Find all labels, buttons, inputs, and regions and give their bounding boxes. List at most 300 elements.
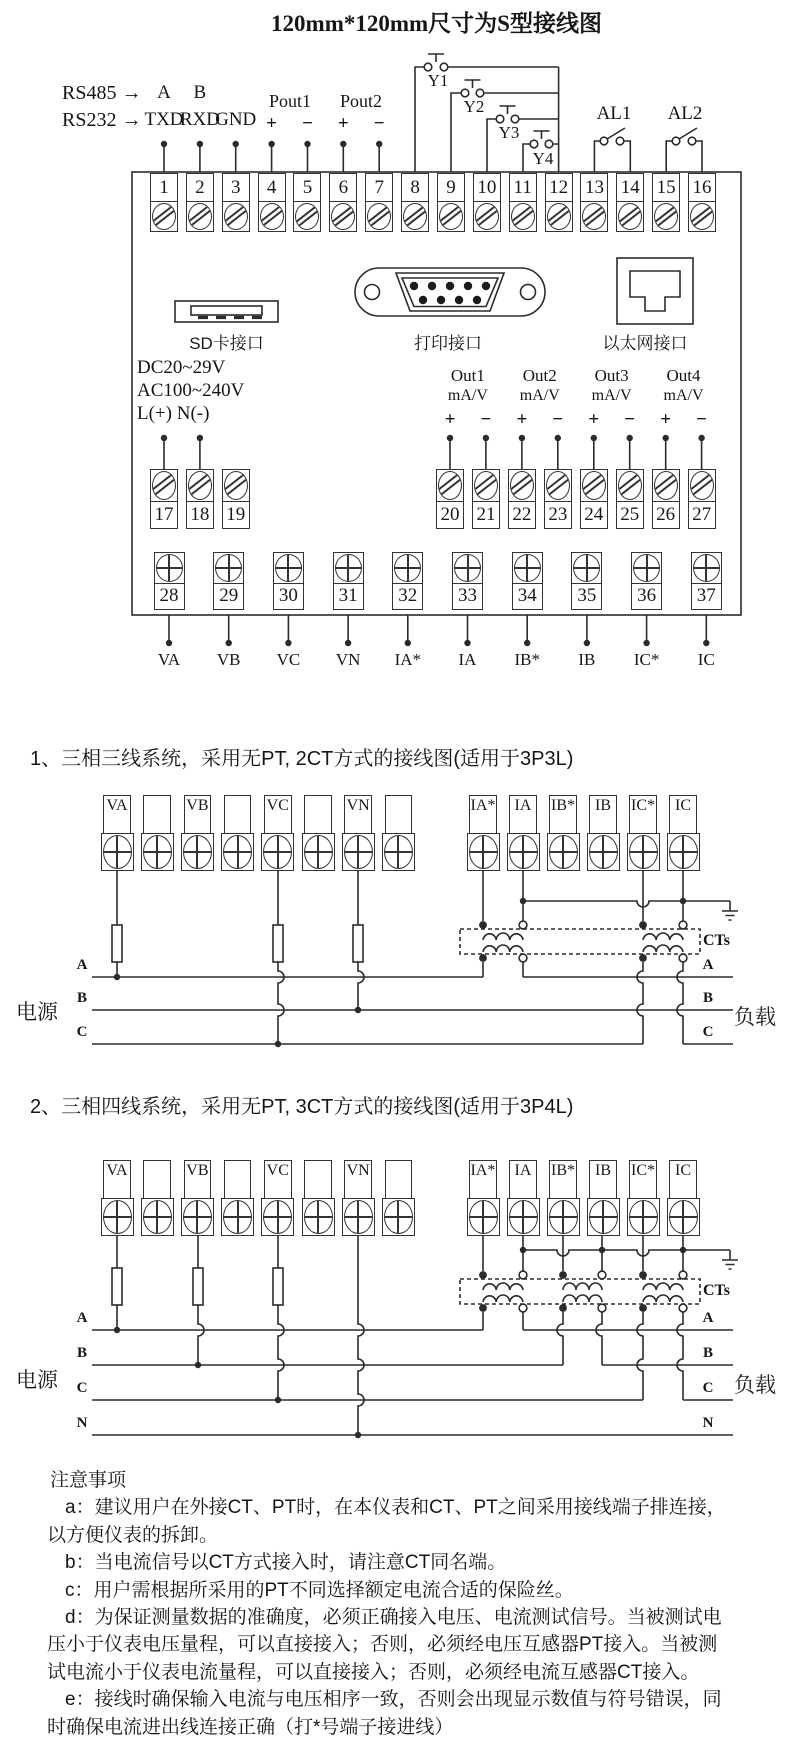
fuse-icon [273,1268,283,1305]
terminal-number: 10 [473,173,501,202]
terminal-number: 3 [222,173,250,202]
terminal-number: IB [589,1160,617,1199]
screw-cross [116,1201,118,1233]
screw-circle [344,835,373,869]
measure-terminal-label: IC [697,650,715,669]
measure-terminal-label: VA [157,650,181,669]
screw-cross [482,1201,484,1233]
terminal-number: VB [184,795,212,834]
terminal-25 [616,470,644,529]
terminal-number [143,1160,171,1199]
terminal-screw [580,469,608,502]
out-unit-label: mA/V [519,387,560,404]
notes-block [40,1467,772,1741]
terminal-blank5 [302,795,335,871]
screw-circle [152,203,176,230]
screw-circle [263,1200,292,1234]
pulse-polarity-label: − [373,113,385,134]
section2-phase-right: A [702,1310,714,1326]
terminal-16 [688,173,716,232]
analog-polarity-label: − [552,409,564,430]
analog-polarity-label: − [696,409,707,430]
section2-phase-right: B [702,1345,713,1361]
terminal-screw [302,833,335,871]
terminal-screw [652,201,680,232]
section1-phase-left: B [76,990,87,1006]
terminal-IB [587,795,620,871]
ct-coils [483,1283,683,1302]
terminal-screw [261,833,294,871]
terminal-5 [293,173,321,232]
screw-circle [152,471,176,500]
terminal-9 [437,173,465,232]
screw-circle [188,471,212,500]
ground-icon [523,901,738,920]
terminal-number: 2 [186,173,214,202]
section2-phase-right: C [702,1380,714,1396]
note-line: b：当电流信号以CT方式接入时，请注意CT同名端。 [65,1552,507,1574]
terminal-screw [507,833,540,871]
screw-circle [669,1200,698,1234]
screw-circle [367,203,391,230]
measure-label-dots [166,640,710,646]
measure-terminal-label: VC [276,650,301,669]
sd-card-icon [175,301,278,322]
screw-cross [586,555,588,581]
analog-polarity-label: + [588,409,600,430]
terminal-IA [507,1160,540,1236]
terminal-28 [154,553,185,610]
terminal-number: 26 [652,500,680,529]
rs232-pin-label: GND [215,109,257,130]
pout1-label: Pout1 [268,91,311,111]
screw-cross [156,1201,158,1233]
screw-circle [344,1200,373,1234]
terminal-number: 29 [213,582,244,610]
terminal-number: 24 [580,500,608,529]
pulse-polarity-label: + [337,113,349,134]
fuse-icon [353,925,363,962]
terminal-IA* [467,1160,500,1236]
screw-circle [690,471,714,500]
y4-button-label: Y4 [532,149,554,168]
screw-circle [633,554,660,582]
screw-cross [277,1201,279,1233]
fuse-icon [112,925,122,962]
terminal-number: 33 [452,582,483,610]
terminal-number: 34 [512,582,543,610]
terminal-screw [547,1198,580,1236]
screw-circle [514,554,541,582]
out-name-label: Out2 [522,366,557,385]
section1-cts-label: CTs [703,932,730,949]
terminal-number: 35 [571,582,602,610]
screw-circle [546,471,570,500]
out-unit-label: mA/V [663,387,704,404]
screw-cross [646,555,648,581]
pulse-polarity-label: − [302,113,313,134]
notes-heading: 注意事项 [50,1470,127,1491]
terminal-screw [472,469,500,502]
terminal-13 [580,173,608,232]
terminal-IC [667,795,700,871]
terminal-number: VA [103,795,131,834]
terminal-number [304,1160,332,1199]
terminal-26 [652,470,680,529]
section2-cts-label: CTs [703,1282,730,1299]
terminal-12 [545,173,573,232]
terminal-blank3 [221,1160,254,1236]
screw-circle [618,203,642,230]
section2-source-label: 电源 [16,1369,58,1392]
measure-terminal-label: VN [335,650,361,669]
terminal-screw [293,201,321,232]
terminal-IA* [467,795,500,871]
terminal-screw [302,1198,335,1236]
screw-cross [482,836,484,868]
screw-cross [522,836,524,868]
power-out-dots [161,435,705,441]
terminal-number: 16 [688,173,716,202]
terminal-7 [365,173,393,232]
fuse-icon [273,925,283,962]
screw-cross [642,836,644,868]
terminal-number: 1 [150,173,178,202]
terminal-screw [101,1198,134,1236]
screw-cross [237,836,239,868]
screw-circle [103,1200,132,1234]
terminal-number: 7 [365,173,393,202]
terminal-VC [261,1160,294,1236]
screw-cross [317,836,319,868]
power-out-wires [164,441,702,470]
screw-circle [547,203,571,230]
out-name-label: Out3 [594,366,629,385]
screw-cross [682,1201,684,1233]
terminal-screw [571,552,602,584]
screw-circle [188,203,212,230]
terminal-number: 13 [580,173,608,202]
terminal-number: VC [264,1160,292,1199]
psu-line: DC20~29V [137,357,226,378]
terminal-IB [587,1160,620,1236]
screw-circle [103,835,132,869]
page-title: 120mm*120mm尺寸为S型接线图 [271,11,602,36]
arrow-icon: → [121,82,142,104]
screw-cross [526,555,528,581]
terminal-screw [141,833,174,871]
al2-switch-label: AL2 [667,103,703,124]
terminal-number: 6 [329,173,357,202]
terminal-number [304,795,332,834]
ground-icon [523,1250,738,1269]
analog-polarity-label: + [660,409,672,430]
screw-cross [407,555,409,581]
note-line: 压小于仪表电压量程，可以直接接入；否则，必须经电压互感器PT接入。当被测 [47,1634,718,1656]
terminal-number: IA* [469,1160,497,1199]
screw-cross [237,1201,239,1233]
terminal-number: IB* [549,1160,577,1199]
screw-circle [669,835,698,869]
screw-circle [654,203,678,230]
terminal-screw [186,469,214,502]
terminal-number [224,795,252,834]
terminal-screw [512,552,543,584]
terminal-number: IA [509,795,537,834]
terminal-17 [150,470,178,529]
rs232-label: RS232 → [62,109,142,131]
terminal-screw [437,201,465,232]
section1-phase-left: C [76,1024,88,1040]
section2-phase-left: C [76,1380,88,1396]
screw-cross [602,1201,604,1233]
terminal-screw [616,201,644,232]
terminal-blank1 [141,795,174,871]
terminal-VC [261,795,294,871]
screw-circle [335,554,362,582]
screw-circle [384,1200,413,1234]
terminal-number: 5 [293,173,321,202]
alarm-switch-wires [594,128,702,172]
screw-circle [690,203,714,230]
phase-lines [92,1330,733,1435]
terminal-number: VN [344,795,372,834]
terminal-screw [141,1198,174,1236]
junction-dots [114,898,686,1047]
screw-circle [223,1200,252,1234]
terminal-22 [508,470,536,529]
screw-cross [116,836,118,868]
terminal-blank7 [382,1160,415,1236]
terminal-number: 12 [545,173,573,202]
screw-circle [224,471,248,500]
terminal-15 [652,173,680,232]
terminal-IA [507,795,540,871]
terminal-20 [436,470,464,529]
terminal-VN [342,795,375,871]
terminal-screw [258,201,286,232]
ct-open-terminals [519,921,687,962]
ct-secondary-wires [483,870,683,921]
note-line: 时确保电流进出线连接正确（打*号端子接进线） [47,1716,454,1738]
screw-circle [582,471,606,500]
terminal-11 [509,173,537,232]
terminal-2 [186,173,214,232]
terminal-number: 17 [150,500,178,529]
terminal-number: IA* [469,795,497,834]
db9-connector-icon [355,268,545,316]
terminal-number: IC [669,795,697,834]
screw-circle [439,203,463,230]
note-line: a：建议用户在外接CT、PT时，在本仪表和CT、PT之间采用接线端子排连接， [65,1497,726,1519]
analog-polarity-label: + [444,409,456,430]
screw-cross [317,1201,319,1233]
screw-cross [168,555,170,581]
screw-circle [618,471,642,500]
terminal-number [143,795,171,834]
ct-secondary-wires [483,1235,683,1271]
screw-circle [295,203,319,230]
sd-card-label: SD卡接口 [189,334,264,353]
screw-cross [397,836,399,868]
terminal-screw [627,833,660,871]
psu-line: AC100~240V [137,380,245,401]
terminal-screw [261,1198,294,1236]
terminal-1 [150,173,178,232]
measure-terminal-label: IA* [394,650,422,669]
screw-circle [438,471,462,500]
terminal-number: 31 [333,582,364,610]
terminal-number: IB* [549,795,577,834]
terminal-6 [329,173,357,232]
terminal-blank5 [302,1160,335,1236]
screw-circle [573,554,600,582]
screw-circle [629,835,658,869]
terminal-37 [691,553,722,610]
terminal-number: VC [264,795,292,834]
measure-terminal-label: IC* [633,650,660,669]
terminal-screw [545,201,573,232]
screw-circle [510,471,534,500]
terminal-number: 30 [273,582,304,610]
terminal-number: 32 [392,582,423,610]
terminal-screw [631,552,662,584]
screw-cross [562,836,564,868]
terminal-screw [652,469,680,502]
screw-circle [589,1200,618,1234]
terminal-screw [616,469,644,502]
terminal-IB* [547,795,580,871]
terminal-36 [631,553,662,610]
screw-circle [582,203,606,230]
rs485-label: RS485 → [62,82,142,104]
terminal-drop-wires [164,147,379,172]
section1-phase-right: A [702,957,714,973]
terminal-14 [616,173,644,232]
terminal-number: 18 [186,500,214,529]
psu-line: L(+) N(-) [137,403,210,424]
screw-circle [331,203,355,230]
terminal-18 [186,470,214,529]
terminal-screw [473,201,501,232]
screw-cross [642,1201,644,1233]
screw-circle [654,471,678,500]
terminal-screw [507,1198,540,1236]
ct-coils [483,933,683,952]
terminal-number: VN [344,1160,372,1199]
screw-circle [403,203,427,230]
terminal-number: IA [509,1160,537,1199]
rs485-pin-label: B [193,82,207,103]
screw-circle [549,835,578,869]
terminal-number [385,1160,413,1199]
y1-button-label: Y1 [427,71,449,90]
section1-phase-right: B [702,990,713,1006]
screw-circle [629,1200,658,1234]
terminal-27 [688,470,716,529]
screw-circle [384,835,413,869]
screw-circle [549,1200,578,1234]
terminal-screw [186,201,214,232]
terminal-number: 28 [154,582,185,610]
terminal-screw [221,1198,254,1236]
terminal-screw [436,469,464,502]
terminal-IB* [547,1160,580,1236]
terminal-24 [580,470,608,529]
terminal-number: IC* [629,795,657,834]
screw-cross [705,555,707,581]
terminal-screw [667,833,700,871]
screw-circle [156,554,183,582]
terminal-10 [473,173,501,232]
rs485-pin-label: A [157,82,171,103]
terminal-3 [222,173,250,232]
analog-polarity-label: + [516,409,528,430]
terminal-screw [587,1198,620,1236]
screw-circle [183,1200,212,1234]
measure-terminal-label: IA [458,650,477,669]
screw-circle [260,203,284,230]
measure-terminal-label: IB [578,650,596,669]
y2-button-label: Y2 [463,97,485,116]
terminal-blank7 [382,795,415,871]
terminal-screw [467,1198,500,1236]
out-unit-label: mA/V [447,387,488,404]
screw-cross [277,836,279,868]
screw-circle [143,1200,172,1234]
screw-circle [509,835,538,869]
screw-circle [511,203,535,230]
fuse-icon [112,1268,122,1305]
section2-wires [92,1235,738,1438]
terminal-8 [401,173,429,232]
ct-primary-wires [483,1312,683,1400]
screw-circle [589,835,618,869]
section1-source-label: 电源 [16,1001,58,1024]
terminal-23 [544,470,572,529]
terminal-screw [333,552,364,584]
terminal-number: 36 [631,582,662,610]
rs232-pin-label: TXD [144,109,184,130]
terminal-screw [688,201,716,232]
note-line: 试电流小于仪表电流量程，可以直接接入；否则，必须经电流互感器CT接入。 [47,1661,700,1683]
screw-circle [475,203,499,230]
section1-phase-left: A [76,957,88,973]
pulse-polarity-label: + [266,113,277,134]
terminal-number [224,1160,252,1199]
terminal-blank3 [221,795,254,871]
al1-switch-label: AL1 [596,103,632,124]
terminal-screw [181,1198,214,1236]
terminal-21 [472,470,500,529]
section2-phase-left: N [76,1415,88,1431]
terminal-screw [667,1198,700,1236]
screw-circle [223,835,252,869]
terminal-number: 25 [616,500,644,529]
terminal-31 [333,553,364,610]
note-line: d：为保证测量数据的准确度，必须正确接入电压、电流测试信号。当被测试电 [65,1607,722,1629]
screw-circle [275,554,302,582]
screw-cross [196,1201,198,1233]
terminal-screw [452,552,483,584]
terminal-screw [382,833,415,871]
terminal-blank1 [141,1160,174,1236]
analog-polarity-label: − [624,409,636,430]
section1-phase-right: C [702,1024,714,1040]
screw-cross [602,836,604,868]
terminal-screw [150,469,178,502]
fuse-icon [193,1268,203,1305]
